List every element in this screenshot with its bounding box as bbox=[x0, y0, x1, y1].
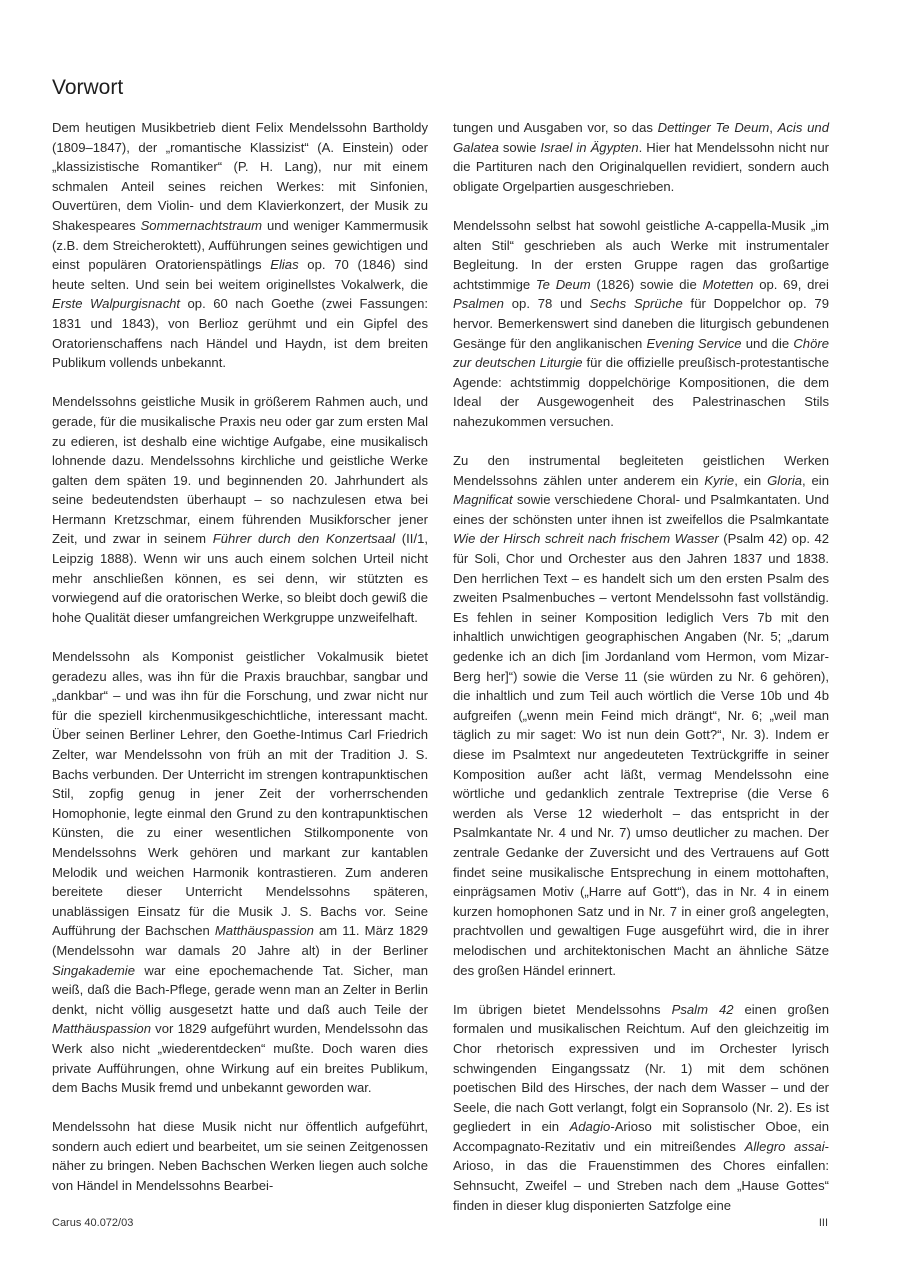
italic-title-text: Adagio bbox=[569, 1119, 611, 1135]
catalog-number: Carus 40.072/03 bbox=[52, 1217, 134, 1229]
italic-title-text: Magnificat bbox=[453, 492, 513, 508]
body-paragraph bbox=[453, 451, 829, 980]
paragraph-text: vor 1829 aufgeführt wurden, Mendelssohn das Werk also nicht „wiederentdecken“ mußte. Doch waren dies private Aufführungen, ohne Wirkung auf ein breites Publikum, dem Bachs Musik fremd und unbekannt geworden war. bbox=[52, 1021, 428, 1096]
italic-title-text: Allegro assai bbox=[744, 1138, 825, 1154]
paragraph-text: (Psalm 42) op. 42 für Soli, Chor und Orchester aus den Jahren 1837 und 1838. Den herrlichen Text – es handelt sich um den ersten Psalm des zweiten Psalmenbuches – vertont Mendelssohn fast vollständig. Es fehlen in seiner Komposition lediglich Vers 7b mit den inhaltlich unwichtigen geographischen Angaben (Nr. 5; „darum gedenke ich an dich [im Jordanland vom Hermon, vom Mizar-Berg her]“) sowie die Verse 11 (sie würden zu Nr. 6 gehören), die inhaltlich und zum Teil auch wörtlich die Verse 10b und 4b aufgreifen („wenn mein Feind mich drängt“, Nr. 6; „weil man täglich zu mir saget: Wo ist nun dein Gott?“, Nr. 3). Indem er diese im Psalmtext nur angedeuteten Textrückgriffe in seiner Komposition außer acht läßt, vermag Mendelssohn eine wörtliche und gedanklich zentrale Textreprise (die Verse 6 werden als Verse 12 wiederholt – das entspricht in der Psalmkantate Nr. 4 und Nr. 7) umso deutlicher zu machen. Der zentrale Gedanke der Zuversicht und des Vertrauens auf Gott findet seine musikalische Entsprechung in einem mottohaften, einprägsamen Motiv („Harre auf Gott“), das in Nr. 4 in einem kurzen homophonen Satz und in Nr. 7 in einer groß angelegten, prachtvollen und gewaltigen Fuge ausgeführt wird, die in ihrer melodischen und architektonischen Macht an ähnliche Sätze des großen Händel erinnert. bbox=[453, 531, 830, 978]
body-paragraph bbox=[52, 1117, 428, 1195]
italic-title-text: Israel in Ägypten bbox=[540, 139, 639, 155]
italic-title-text: Motetten bbox=[702, 276, 754, 292]
paragraph-text: , ein bbox=[802, 472, 829, 488]
paragraph-text: op. 60 nach Goethe (zwei Fassungen: 1831 und 1843), von Berlioz gerühmt und ein Gipfel des Oratorienschaffens nach Händel und Haydn, ist dem breiten Publikum vollends unbekannt. bbox=[52, 296, 428, 371]
paragraph-text: für die offizielle preußisch-protestantische Agende: achtstimmig doppelchörige Kompositionen, die dem Ideal der Ausgewogenheit des Palestrinaschen Stils nahezukommen versuchen. bbox=[453, 355, 829, 429]
paragraph-text: und die bbox=[741, 335, 794, 351]
italic-title-text: Gloria bbox=[767, 472, 803, 488]
italic-title-text: Matthäuspassion bbox=[52, 1021, 151, 1037]
italic-title-text: Singakademie bbox=[52, 962, 135, 978]
paragraph-text: Im übrigen bietet Mendelssohns bbox=[453, 1001, 672, 1017]
paragraph-text: -Arioso mit solistischer Oboe, ein Accompagnato-Rezitativ und ein mitreißendes bbox=[453, 1119, 829, 1154]
page-heading: Vorwort bbox=[52, 76, 124, 99]
paragraph-text: sowie bbox=[498, 139, 541, 155]
paragraph-text: (II/1, Leipzig 1888). Wenn wir uns auch einem solchen Urteil nicht mehr anschließen können, es sei denn, wir stützten es vorwiegend auf die oratorischen Werke, so bleibt doch gewiß die hohe Qualität dieser umfangreichen Werkgruppe unzweifelhaft. bbox=[52, 531, 428, 625]
body-paragraph bbox=[453, 216, 829, 432]
paragraph-text: . Hier hat Mendelssohn nicht nur die Partituren nach den Originalquellen revidiert, sondern auch obligate Orgelpartien ausgeschrieben. bbox=[453, 139, 829, 194]
body-paragraph bbox=[52, 392, 428, 627]
paragraph-text: op. 78 und bbox=[503, 296, 590, 312]
italic-title-text: Wie der Hirsch schreit nach frischem Wasser bbox=[453, 531, 719, 547]
paragraph-text: -Arioso, in das die Frauenstimmen des Chores einfallen: Sehnsucht, Zweifel – und Streben nach dem „Hause Gottes“ finden in dieser klug disponierten Satzfolge eine bbox=[453, 1138, 830, 1213]
body-paragraph bbox=[453, 118, 829, 196]
paragraph-text: für Doppelchor op. 79 hervor. Bemerkenswert sind daneben die liturgisch gebundenen Gesänge für den anglikanischen bbox=[453, 296, 829, 351]
paragraph-text: Mendelssohn hat diese Musik nicht nur öffentlich aufgeführt, sondern auch ediert und bearbeitet, um sie seinen Zeitgenossen näher zu bringen. Neben Bachschen Werken liegen auch solche von Händel in Mendelssohns Bearbei- bbox=[52, 1119, 428, 1194]
paragraph-text: war eine epochemachende Tat. Sicher, man weiß, daß die Bach-Pflege, gerade wenn man an Zelter in Berlin denkt, nicht völlig ausgesetzt hatte und daß auch Teile der bbox=[52, 962, 428, 1017]
paragraph-text: op. 70 (1846) sind heute selten. Und sein bei weitem originellstes Vokalwerk, die bbox=[52, 257, 429, 292]
body-paragraph bbox=[52, 118, 428, 373]
italic-title-text: Matthäuspassion bbox=[214, 923, 314, 939]
paragraph-text: Zu den instrumental begleiteten geistlichen Werken Mendelssohns zählen unter anderem ein bbox=[453, 453, 829, 488]
paragraph-text: Mendelssohn als Komponist geistlicher Vokalmusik bietet geradezu alles, was ihn für die Praxis brauchbar, sangbar und „dankbar“ – und was ihn für die Forschung, und zwar nicht nur für die speziell kirchenmusikgeschichtliche, interessant macht. Über seinen Berliner Lehrer, den Goethe-Intimus Carl Friedrich Zelter, war Mendelssohn von früh an mit der Tradition J. S. Bachs verbunden. Der Unterricht im strengen kontrapunktischen Stil, zopfig genug in jener Zeit der vorherrschenden Homophonie, legte einmal den Grund zu den kontrapunktischen Künsten, die zu einer wesentlichen Stilkomponente von Mendelssohns Werk gehören und markant zur kantablen Melodik und weichen Harmonik kontrastieren. Zum anderen bereitete dieser Unterricht Mendelssohns späteren, unablässigen Einsatz für die Musik J. S. Bachs vor. Seine Aufführung der Bachschen bbox=[52, 649, 428, 939]
paragraph-text: am 11. März 1829 (Mendelssohn war damals 20 Jahre alt) in der Berliner bbox=[52, 923, 428, 958]
paragraph-text: op. 69, drei bbox=[753, 276, 829, 292]
italic-title-text: Sechs Sprüche bbox=[589, 296, 683, 312]
body-paragraph bbox=[52, 647, 428, 1098]
italic-title-text: Führer durch den Konzertsaal bbox=[212, 531, 396, 547]
italic-title-text: Dettinger Te Deum bbox=[657, 120, 770, 135]
page-number: III bbox=[818, 1217, 828, 1229]
italic-title-text: Sommernachtstraum bbox=[140, 217, 263, 233]
paragraph-text: und weniger Kammermusik (z.B. dem Streicheroktett), Aufführungen seines gewichtigen und einst populären Oratorienspätlings bbox=[52, 217, 428, 273]
paragraph-text: tungen und Ausgaben vor, so das bbox=[453, 120, 658, 135]
italic-title-text: Chöre zur deutschen Liturgie bbox=[453, 335, 829, 371]
paragraph-text: sowie verschiedene Choral- und Psalmkantaten. Und eines der schönsten unter ihnen ist zweifellos die Psalmkantate bbox=[453, 492, 829, 527]
italic-title-text: Acis und Galatea bbox=[453, 120, 829, 155]
italic-title-text: Erste Walpurgisnacht bbox=[52, 296, 181, 312]
right-column bbox=[453, 118, 829, 1215]
paragraph-text: , bbox=[769, 120, 778, 135]
italic-title-text: Psalm 42 bbox=[671, 1001, 734, 1017]
paragraph-text: , ein bbox=[734, 472, 768, 488]
paragraph-text: Mendelssohns geistliche Musik in größerem Rahmen auch, und gerade, für die musikalische Praxis neu oder gar zum ersten Mal zu edieren, ist deshalb eine wichtige Aufgabe, eine musikalisch lohnende dazu. Mendelssohns kirchliche und geistliche Werke galten dem späten 19. und beginnenden 20. Jahrhundert als seine bedeutendsten überhaupt – so nachzulesen etwa bei Hermann Kretzschmar, einem führenden Musikforscher jener Zeit, und zwar in seinem bbox=[52, 394, 428, 547]
body-paragraph bbox=[453, 1000, 829, 1216]
italic-title-text: Elias bbox=[270, 257, 299, 273]
italic-title-text: Psalmen bbox=[453, 296, 504, 312]
paragraph-text: Mendelssohn selbst hat sowohl geistliche A-cappella-Musik „im alten Stil“ geschrieben als auch Werke mit instrumentaler Begleitung. In der ersten Gruppe ragen das großartige achtstimmige bbox=[453, 217, 829, 292]
italic-title-text: Kyrie bbox=[704, 472, 735, 488]
paragraph-text: einen großen formalen und musikalischen Reichtum. Auf den gleichzeitig im Chor rhetorisch expressiven und im Orchester lyrisch schwingenden Eingangssatz (Nr. 1) mit dem schönen poetischen Bild des Hirsches, der nach dem Wasser – und der Seele, die nach Gott verlangt, folgt ein Sopransolo (Nr. 2). Es ist gegliedert in ein bbox=[453, 1001, 829, 1135]
italic-title-text: Te Deum bbox=[535, 276, 591, 292]
paragraph-text: (1826) sowie die bbox=[590, 276, 703, 292]
left-column bbox=[52, 118, 428, 1196]
italic-title-text: Evening Service bbox=[646, 335, 742, 351]
paragraph-text: Dem heutigen Musikbetrieb dient Felix Mendelssohn Bartholdy (1809–1847), der „romantische Klassizist“ (A. Einstein) oder „klassizistische Romantiker“ (P. H. Lang), nur mit einem schmalen Anteil seines reichen Werkes: mit Sinfonien, Ouvertüren, dem Violin- und dem Klavierkonzert, der Musik zu Shakespeares bbox=[52, 120, 428, 233]
